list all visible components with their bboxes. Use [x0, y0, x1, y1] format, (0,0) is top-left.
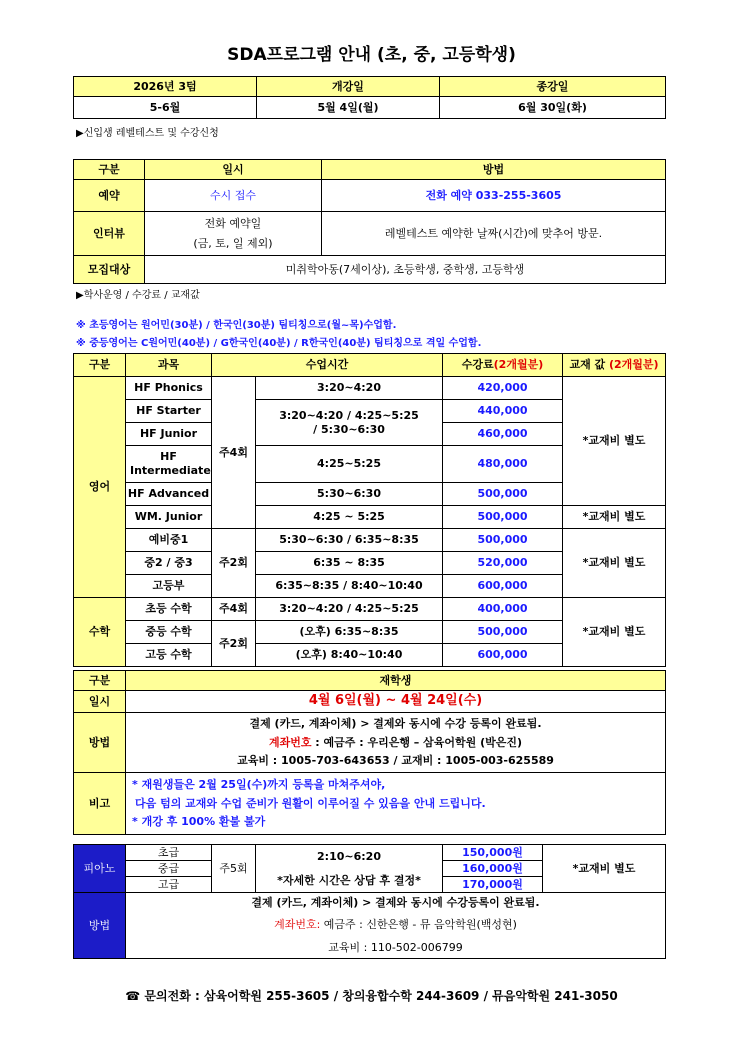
term-value: 5-6월: [74, 97, 257, 119]
piano-time-note: *자세한 시간은 상담 후 결정*: [277, 873, 421, 887]
subject: WM. Junior: [126, 506, 212, 529]
enrollment-category-header: 구분: [74, 671, 126, 691]
interview-when-line2: (금, 토, 일 제외): [193, 236, 273, 250]
footer: [0, 987, 743, 1004]
level-test-note: ▶신입생 레벨테스트 및 수강신청: [76, 128, 219, 139]
book-note: *교재비 별도: [563, 529, 666, 598]
class-time: 6:35~8:35 / 8:40~10:40: [256, 575, 443, 598]
fee: 600,000: [443, 575, 563, 598]
interview-how: 레벨테스트 예약한 날짜(시간)에 맞추어 방문.: [322, 212, 666, 256]
piano-table: [73, 844, 666, 959]
end-header: 종강일: [440, 77, 666, 97]
piano-time-value: 2:10~6:20: [317, 849, 381, 863]
academy-note: ▶학사운영 / 수강료 / 교재값: [76, 290, 200, 301]
piano-method: [126, 893, 666, 959]
math-frequency: 주2회: [212, 621, 256, 667]
start-header: 개강일: [257, 77, 440, 97]
fee: 420,000: [443, 377, 563, 400]
piano-method-label: 방법: [74, 893, 126, 959]
courses-time-header: 수업시간: [212, 354, 443, 377]
class-time: 3:20~4:20: [256, 377, 443, 400]
piano-fee-account: 교육비 : 110-502-006799: [328, 941, 463, 955]
fee: 600,000: [443, 644, 563, 667]
term-header: 2026년 3텀: [74, 77, 257, 97]
courses-subject-header: 과목: [126, 354, 212, 377]
end-value: 6월 30일(화): [440, 97, 666, 119]
courses-category-header: 구분: [74, 354, 126, 377]
subject: HF Advanced: [126, 483, 212, 506]
piano-level: 초급: [126, 845, 212, 861]
piano-account-line: [126, 918, 665, 932]
book-note: *교재비 별도: [563, 377, 666, 506]
remark-line: * 개강 후 100% 환불 불가: [132, 815, 266, 829]
elementary-english-note: ※ 초등영어는 원어민(30분) / 한국인(30분) 팀티칭으로(월~목)수업함.: [76, 320, 397, 331]
target-label: 모집대상: [74, 256, 145, 284]
piano-account-label: 계좌번호:: [274, 917, 321, 931]
term-table: [73, 76, 666, 119]
courses-book-header: [563, 354, 666, 377]
middle-english-note: ※ 중등영어는 C원어민(40분) / G한국인(40분) / R한국인(40분) 팀티칭으로 격일 수업함.: [76, 338, 482, 349]
piano-label: 피아노: [74, 845, 126, 893]
fee: 440,000: [443, 400, 563, 423]
interview-when-line1: 전화 예약일: [204, 216, 262, 230]
courses-fee-header: [443, 354, 563, 377]
remark-label: 비고: [74, 773, 126, 835]
subject: HF Junior: [126, 423, 212, 446]
enrollment-date: 4월 6일(월) ~ 4월 24일(수): [126, 691, 666, 713]
enrollment-method: [126, 713, 666, 773]
piano-fee: 170,000원: [443, 877, 543, 893]
piano-frequency: 주5회: [212, 845, 256, 893]
piano-level: 고급: [126, 877, 212, 893]
reservation-how-header: 방법: [322, 160, 666, 180]
class-time: (오후) 6:35~8:35: [256, 621, 443, 644]
class-time: 3:20~4:20 / 4:25~5:25 / 5:30~6:30: [256, 400, 443, 446]
class-time: 3:20~4:20 / 4:25~5:25: [256, 598, 443, 621]
class-time: 4:25~5:25: [256, 446, 443, 483]
reservation-phone: 전화 예약 033-255-3605: [322, 180, 666, 212]
fee: 520,000: [443, 552, 563, 575]
piano-fee: 160,000원: [443, 861, 543, 877]
telephone-icon: ☎: [125, 989, 141, 1003]
interview-label: 인터뷰: [74, 212, 145, 256]
fee: 500,000: [443, 529, 563, 552]
account-value: : 예금주 : 우리은행 – 삼육어학원 (박은진): [311, 735, 523, 749]
middle-frequency: 주2회: [212, 529, 256, 598]
interview-when: [145, 212, 322, 256]
class-time: 6:35 ~ 8:35: [256, 552, 443, 575]
class-time: 5:30~6:30: [256, 483, 443, 506]
subject: 예비중1: [126, 529, 212, 552]
remarks: [126, 773, 666, 835]
subject: 고등부: [126, 575, 212, 598]
remark-line: * 재원생들은 2월 25일(수)까지 등록을 마쳐주셔야,: [132, 777, 386, 791]
class-time: 4:25 ~ 5:25: [256, 506, 443, 529]
piano-level: 중급: [126, 861, 212, 877]
math-frequency: 주4회: [212, 598, 256, 621]
piano-fee: 150,000원: [443, 845, 543, 861]
subject: 중2 / 중3: [126, 552, 212, 575]
reservation-label: 예약: [74, 180, 145, 212]
method-line: 결제 (카드, 계좌이체) > 결제와 동시에 수강 등록이 완료됨.: [249, 716, 542, 730]
reservation-table: [73, 159, 666, 284]
fee: 400,000: [443, 598, 563, 621]
enrollment-method-label: 방법: [74, 713, 126, 773]
class-time: 5:30~6:30 / 6:35~8:35: [256, 529, 443, 552]
reservation-when: 수시 접수: [145, 180, 322, 212]
subject: HF Intermediate: [126, 446, 212, 483]
piano-account-value: 예금주 : 신한은행 - 뮤 음악학원(백성현): [320, 917, 517, 931]
account-label: 계좌번호: [268, 735, 312, 749]
fee: 480,000: [443, 446, 563, 483]
english-category: 영어: [74, 377, 126, 598]
fee-accounts: 교육비 : 1005-703-643653 / 교재비 : 1005-003-625589: [237, 754, 554, 768]
reservation-when-header: 일시: [145, 160, 322, 180]
math-category: 수학: [74, 598, 126, 667]
piano-book-note: *교재비 별도: [543, 845, 666, 893]
subject: HF Starter: [126, 400, 212, 423]
fee: 500,000: [443, 506, 563, 529]
fee: 500,000: [443, 621, 563, 644]
fee-period-text: (2개월분): [493, 358, 544, 372]
fee: 460,000: [443, 423, 563, 446]
account-line: [126, 736, 665, 750]
subject: 초등 수학: [126, 598, 212, 621]
remark-line: 다음 텀의 교재와 수업 준비가 원활이 이루어질 수 있음을 안내 드립니다.: [135, 796, 486, 810]
footer-text: 문의전화 : 삼육어학원 255-3605 / 창의융합수학 244-3609 / 뮤음악학원 241-3050: [144, 989, 618, 1003]
subject: HF Phonics: [126, 377, 212, 400]
reservation-category-header: 구분: [74, 160, 145, 180]
fee: 500,000: [443, 483, 563, 506]
english-frequency: 주4회: [212, 377, 256, 529]
enrollment-date-label: 일시: [74, 691, 126, 713]
book-note: *교재비 별도: [563, 598, 666, 667]
class-time: (오후) 8:40~10:40: [256, 644, 443, 667]
fee-header-text: 수강료: [461, 358, 494, 372]
courses-table: [73, 353, 666, 667]
start-value: 5월 4일(월): [257, 97, 440, 119]
book-header-text: 교재 값: [569, 358, 606, 372]
book-note: *교재비 별도: [563, 506, 666, 529]
subject: 중등 수학: [126, 621, 212, 644]
piano-time: [256, 845, 443, 893]
subject: 고등 수학: [126, 644, 212, 667]
enrollment-table: [73, 670, 666, 835]
piano-method-line: 결제 (카드, 계좌이체) > 결제와 동시에 수강등록이 완료됨.: [251, 895, 540, 909]
target-value: 미취학아동(7세이상), 초등학생, 중학생, 고등학생: [145, 256, 666, 284]
page-title: SDA프로그램 안내 (초, 중, 고등학생): [227, 45, 516, 65]
book-period-text: (2개월분): [609, 358, 659, 372]
enrollment-students-header: 재학생: [126, 671, 666, 691]
